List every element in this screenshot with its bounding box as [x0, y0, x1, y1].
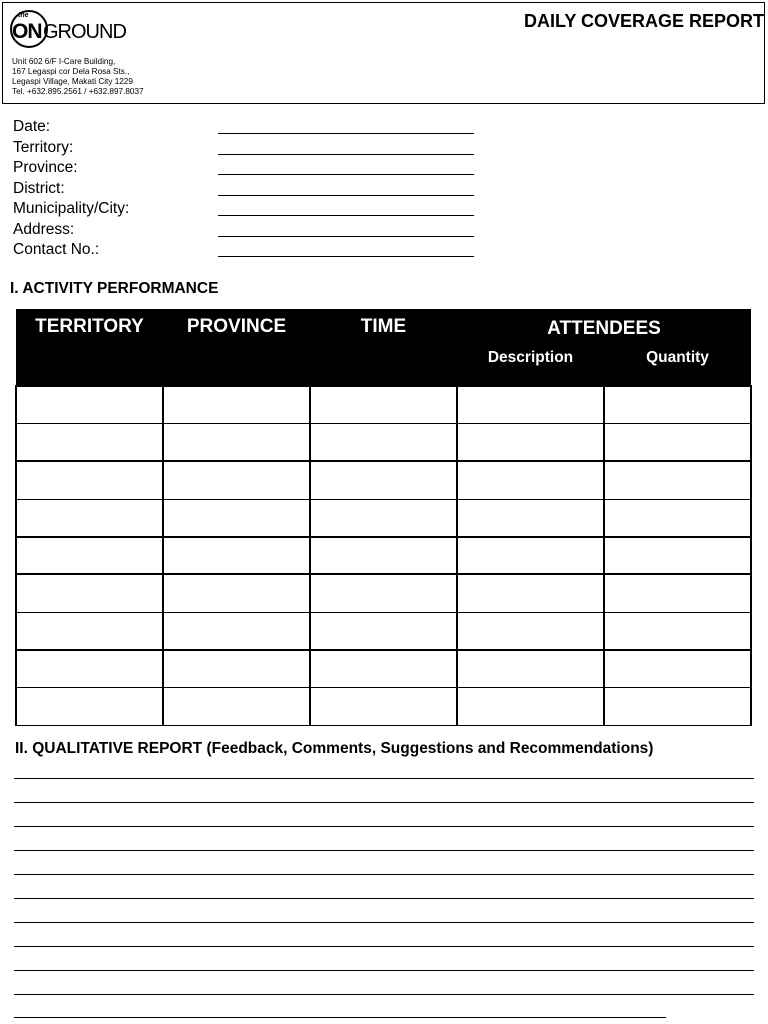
table-cell[interactable] [457, 499, 604, 537]
field-label: District: [13, 179, 65, 197]
table-cell[interactable] [163, 574, 310, 612]
table-cell[interactable] [163, 424, 310, 462]
table-row [16, 386, 751, 424]
column-subheader-description: Description [457, 346, 604, 386]
field-address [13, 221, 483, 241]
writing-line[interactable] [14, 826, 754, 827]
table-cell[interactable] [604, 537, 751, 575]
table-cell[interactable] [16, 688, 163, 726]
table-cell[interactable] [604, 461, 751, 499]
table-row [16, 650, 751, 688]
writing-line[interactable] [14, 922, 754, 923]
table-cell[interactable] [16, 499, 163, 537]
activity-performance-table [15, 309, 752, 726]
table-cell[interactable] [163, 688, 310, 726]
table-cell[interactable] [604, 688, 751, 726]
table-cell[interactable] [457, 574, 604, 612]
company-logo [10, 9, 140, 53]
field-territory [13, 139, 483, 159]
table-cell[interactable] [604, 574, 751, 612]
table-cell[interactable] [163, 537, 310, 575]
column-subheader-quantity: Quantity [604, 346, 751, 386]
logo-text-the: the [18, 12, 29, 19]
field-contact-no [13, 241, 483, 261]
table-cell[interactable] [310, 537, 457, 575]
table-cell[interactable] [457, 650, 604, 688]
company-address [12, 57, 144, 97]
field-label: Date: [13, 118, 51, 135]
table-cell[interactable] [16, 537, 163, 575]
writing-line[interactable] [14, 802, 754, 803]
table-row [16, 461, 751, 499]
field-blank-line[interactable] [218, 236, 474, 237]
table-cell[interactable] [457, 461, 604, 499]
field-label: Province: [13, 159, 78, 176]
table-cell[interactable] [163, 499, 310, 537]
address-line: 167 Legaspi cor Dela Rosa Sts., [12, 67, 130, 76]
column-header-territory: TERRITORY [16, 309, 163, 386]
field-district [13, 180, 483, 200]
table-row [16, 612, 751, 650]
table-cell[interactable] [163, 612, 310, 650]
writing-line[interactable] [14, 946, 754, 947]
table-row [16, 574, 751, 612]
writing-line[interactable] [14, 1017, 666, 1018]
field-label: Address: [13, 220, 75, 238]
table-cell[interactable] [16, 612, 163, 650]
field-label: Municipality/City: [13, 200, 130, 217]
writing-line[interactable] [14, 850, 754, 851]
table-cell[interactable] [457, 424, 604, 462]
table-cell[interactable] [604, 650, 751, 688]
field-label: Territory: [13, 138, 74, 156]
table-cell[interactable] [604, 612, 751, 650]
section-title-activity-performance: I. ACTIVITY PERFORMANCE [10, 280, 219, 297]
column-header-attendees: ATTENDEES [457, 309, 751, 346]
logo-text-ground: GROUND [43, 21, 126, 43]
field-label: Contact No.: [13, 241, 100, 258]
table-cell[interactable] [163, 650, 310, 688]
writing-line[interactable] [14, 874, 754, 875]
table-cell[interactable] [310, 424, 457, 462]
table-cell[interactable] [310, 386, 457, 424]
field-province [13, 159, 483, 179]
column-header-province: PROVINCE [163, 309, 310, 386]
table-cell[interactable] [604, 424, 751, 462]
document-header [2, 2, 765, 104]
address-line: Unit 602 6/F I-Care Building, [12, 57, 116, 66]
section-title-qualitative-report: II. QUALITATIVE REPORT (Feedback, Comments, Suggestions and Recommendations) [15, 740, 654, 757]
table-cell[interactable] [310, 688, 457, 726]
table-cell[interactable] [163, 386, 310, 424]
table-cell[interactable] [457, 612, 604, 650]
table-cell[interactable] [457, 537, 604, 575]
writing-line[interactable] [14, 994, 754, 995]
table-row [16, 537, 751, 575]
table-cell[interactable] [163, 461, 310, 499]
table-cell[interactable] [16, 574, 163, 612]
field-blank-line[interactable] [218, 256, 474, 257]
field-date [13, 118, 483, 138]
table-cell[interactable] [310, 499, 457, 537]
column-header-time: TIME [310, 309, 457, 386]
table-cell[interactable] [457, 386, 604, 424]
table-cell[interactable] [310, 574, 457, 612]
field-blank-line[interactable] [218, 215, 474, 216]
table-cell[interactable] [604, 499, 751, 537]
address-line: Legaspi Village, Makati City 1229 [12, 77, 133, 86]
logo-text-on: ON [12, 20, 42, 43]
report-title: DAILY COVERAGE REPORT [524, 11, 765, 31]
table-cell[interactable] [16, 650, 163, 688]
field-blank-line[interactable] [218, 174, 474, 175]
field-municipality-city [13, 200, 483, 220]
writing-line[interactable] [14, 898, 754, 899]
address-line: Tel. +632.895.2561 / +632.897.8037 [12, 87, 144, 96]
table-cell[interactable] [16, 461, 163, 499]
table-cell[interactable] [604, 386, 751, 424]
table-cell[interactable] [16, 386, 163, 424]
table-cell[interactable] [16, 424, 163, 462]
writing-line[interactable] [14, 778, 754, 779]
field-blank-line[interactable] [218, 154, 474, 155]
field-blank-line[interactable] [218, 195, 474, 196]
field-blank-line[interactable] [218, 133, 474, 134]
table-row [16, 499, 751, 537]
table-cell[interactable] [310, 461, 457, 499]
table-cell[interactable] [310, 612, 457, 650]
table-row [16, 424, 751, 462]
writing-line[interactable] [14, 970, 754, 971]
table-cell[interactable] [310, 650, 457, 688]
table-row [16, 688, 751, 726]
table-cell[interactable] [457, 688, 604, 726]
